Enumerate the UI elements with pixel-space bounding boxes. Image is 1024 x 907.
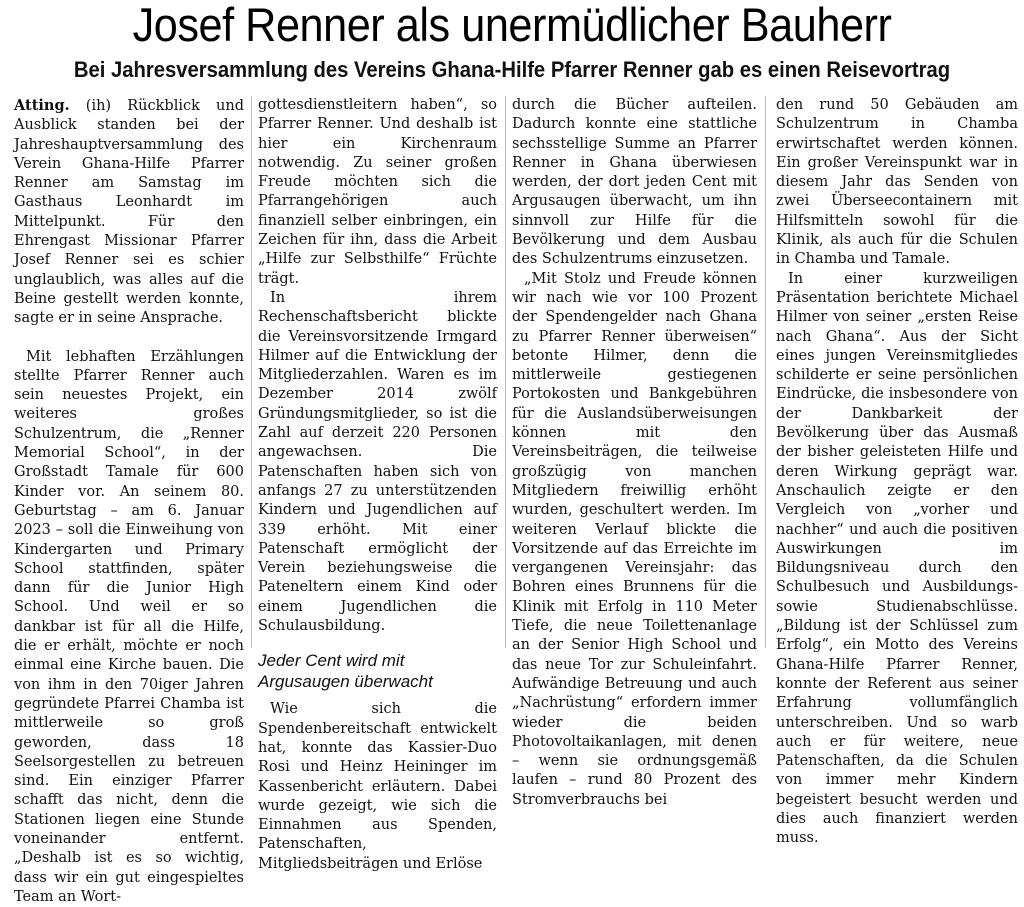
article-column-2 <box>258 96 497 872</box>
paragraph: gottesdienstleitern haben“, so Pfarrer Renner. Und deshalb ist hier ein Kirchenraum notwendig. Zu seiner großen Freude möchten sich die Pfarrangehörigen auch finanziell selber einbringen, ein Zeichen für ihn, dass die Arbeit „Hilfe zur Selbsthilfe“ Früchte trägt. <box>258 97 497 287</box>
paragraph: Mit lebhaften Erzählungen stellte Pfarrer Renner auch sein neuestes Projekt, ein weiteres großes Schulzentrum, die „Renner Memorial School“, in der Großstadt Tamale für 600 Kinder vor. An seinem 80. Geburtstag – am 6. Januar 2023 – soll die Einweihung von Kindergarten und Primary School stattfinden, später dann für die Junior High School. Und weil er so dankbar ist für all die Hilfe, die er erhält, möchte er noch einmal eine Kirche bauen. Die von ihm in den 70iger Jahren gegründete Pfarrei Chamba ist mittlerweile so groß geworden, dass 18 Seelsorgestellen zu betreuen sind. Ein einziger Pfarrer schafft das nicht, denn die Stationen liegen eine Stunde voneinander entfernt. „Deshalb ist es so wichtig, dass wir ein gut eingespieltes Team an Wort- <box>14 348 244 905</box>
column-divider <box>505 96 506 648</box>
article-column-3 <box>512 96 757 808</box>
dateline: Atting. <box>14 97 70 114</box>
paragraph: In einer kurzweiligen Präsentation berichtete Michael Hilmer von seiner „ersten Reise nach Ghana“. Aus der Sicht eines jungen Vereinsmitgliedes schilderte er seine persönlichen Eindrücke, die insbesondere von der Dankbarkeit der Bevölkerung über das Ausmaß der bisher geleisteten Hilfe und deren Wirkung geprägt war. Anschaulich zeigte er den Vergleich von „vorher und nachher“ und auch die positiven Auswirkungen im Bildungsniveau durch den Schulbesuch und Ausbildungs- sowie Studienabschlüsse. „Bildung ist der Schlüssel zum Erfolg“, ein Motto des Vereins Ghana-Hilfe Pfarrer Renner, konnte der Referent aus seiner Erfahrung vollumfänglich unterschreiben. Und so warb auch er für weitere, neue Patenschaften, da die Schulen von immer mehr Kindern begeistert besucht werden und dies auch finanziert werden muss. <box>776 270 1018 847</box>
paragraph: den rund 50 Gebäuden am Schulzentrum in Chamba erwirtschaftet werden können. Ein großer Vereinspunkt war in diesem Jahr das Senden von zwei Überseecontainern mit Hilfsmitteln sowohl für die Klinik, als auch für die Schulen in Chamba und Tamale. <box>776 97 1018 268</box>
paragraph-text: (ih) Rückblick und Ausblick standen bei der Jahreshauptversammlung des Verein Ghana-Hilfe Pfarrer Renner am Samstag im Gasthaus Leonhardt im Mittelpunkt. Für den Ehrengast Missionar Pfarrer Josef Renner sei es schier unglaublich, was alles auf die Beine gestellt werden konnte, sagte er in seine Ansprache. <box>14 98 244 327</box>
article-column-1 <box>14 96 244 905</box>
paragraph <box>14 96 244 329</box>
headline: Josef Renner als unermüdlicher Bauherr <box>132 0 892 51</box>
paragraph: durch die Bücher aufteilen. Dadurch konnte eine stattliche sechsstellige Summe an Pfarrer Renner in Ghana überwiesen werden, der dort jeden Cent mit Argusaugen überwacht, um ihn sinnvoll zur Hilfe für die Bevölkerung und dem Ausbau des Schulzentrums einzusetzen. <box>512 97 757 268</box>
paragraph: „Mit Stolz und Freude können wir nach wie vor 100 Prozent der Spendengelder nach Ghana zu Pfarrer Renner überweisen“ betonte Hilmer, denn die mittlerweile gestiegenen Portokosten und Bankgebühren für die Auslandsüberweisungen können mit den Vereinsbeiträgen, die teilweise großzügig von manchen Mitgliedern freiwillig erhöht wurden, geschultert werden. Im weiteren Verlauf blickte die Vorsitzende auf das Erreichte im vergangenen Vereinsjahr: das Bohren eines Brunnens für die Klinik mit Erfolg in 110 Meter Tiefe, die neue Toilettenanlage an der Senior High School und das neue Tor zur Schuleinfahrt. Aufwändige Betreuung und auch „Nachrüstung“ erfordern immer wieder die beiden Photovoltaikanlagen, mit denen – wenn sie ordnungsgemäß laufen – rund 80 Prozent des Stromverbrauchs bei <box>512 270 757 808</box>
column-divider <box>251 96 252 648</box>
article-column-4 <box>776 96 1018 847</box>
paragraph: In ihrem Rechenschaftsbericht blickte die Vereinsvorsitzende Irmgard Hilmer auf die Entwicklung der Mitgliederzahlen. Waren es im Dezember 2014 zwölf Gründungsmitglieder, so ist die Zahl auf derzeit 220 Personen angewachsen. Die Patenschaften haben sich von anfangs 27 zu unterstützenden Kindern und Jugendlichen auf 339 erhöht. Mit einer Patenschaft ermöglicht der Verein beziehungsweise die Pateneltern einem Kind oder einem Jugendlichen die Schulausbildung. <box>258 289 497 635</box>
column-divider <box>765 96 766 648</box>
section-subheading: Jeder Cent wird mit Argusaugen überwacht <box>258 651 433 692</box>
subheadline: Bei Jahresversammlung des Vereins Ghana-Hilfe Pfarrer Renner gab es einen Reisevortrag <box>73 57 951 82</box>
paragraph: Wie sich die Spendenbereitschaft entwickelt hat, konnte das Kassier-Duo Rosi und Heinz Heininger im Kassenbericht erläutern. Dabei wurde gezeigt, wie sich die Einnahmen aus Spenden, Patenschaften, Mitgliedsbeiträgen und Erlöse <box>258 701 497 872</box>
